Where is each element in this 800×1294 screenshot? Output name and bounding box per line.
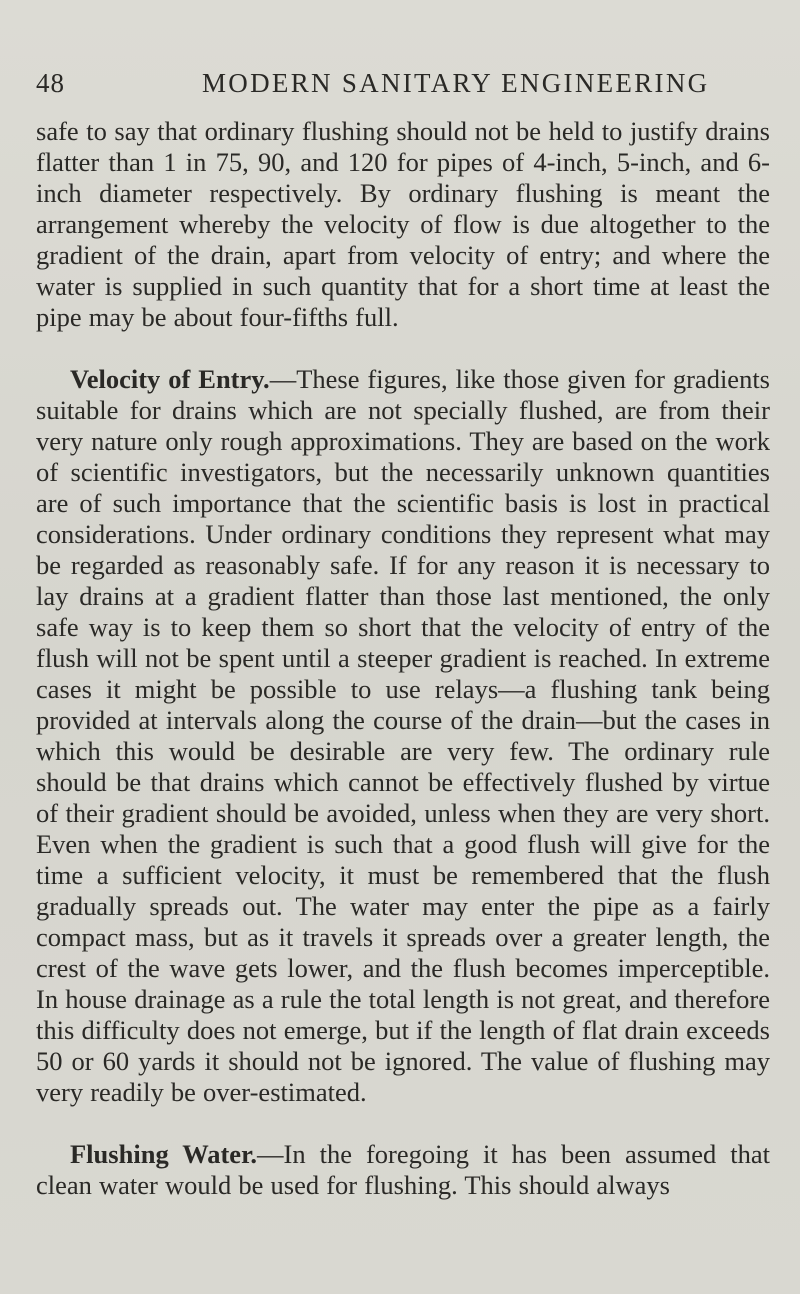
body-text [36,116,770,1201]
paragraph-text: —In the foregoing it has been assumed that clean water would be used for flushing. This should always [36,1139,770,1200]
section-heading-velocity-of-entry: Velocity of Entry. [70,364,270,394]
section-heading-flushing-water: Flushing Water. [70,1139,258,1169]
page-number: 48 [36,68,65,98]
running-title: MODERN SANITARY ENGINEERING [202,68,710,98]
paragraph-flushing-gradients [36,116,770,333]
paragraph-velocity-of-entry [36,364,770,1108]
paragraph-text: —These figures, like those given for gradients suitable for drains which are not specially flushed, are from their very nature only rough approximations. They are based on the work of scientific investigators, but the necessarily unknown quantities are of such importance that the scientific basis is lost in practical considerations. Under ordinary conditions they represent what may be regarded as reasonably safe. If for any reason it is necessary to lay drains at a gradient flatter than those last mentioned, the only safe way is to keep them so short that the velocity of entry of the flush will not be spent until a steeper gradient is reached. In extreme cases it might be possible to use relays—a flushing tank being provided at intervals along the course of the drain—but the cases in which this would be desirable are very few. The ordinary rule should be that drains which cannot be effectively flushed by virtue of their gradient should be avoided, unless when they are very short. Even when the gradient is such that a good flush will give for the time a sufficient velocity, it must be remembered that the flush gradually spreads out. The water may enter the pipe as a fairly compact mass, but as it travels it spreads over a greater length, the crest of the wave gets lower, and the flush becomes imperceptible. In house drainage as a rule the total length is not great, and therefore this difficulty does not emerge, but if the length of flat drain exceeds 50 or 60 yards it should not be ignored. The value of flushing may very readily be over-estimated. [36,364,770,1107]
page-header [36,68,740,108]
paragraph-text: safe to say that ordinary flushing should not be held to justify drains flatter than 1 in 75, 90, and 120 for pipes of 4-inch, 5-inch, and 6-inch diameter respectively. By ordinary flushing is meant the arrangement whereby the velocity of flow is due altogether to the gradient of the drain, apart from velocity of entry; and where the water is supplied in such quantity that for a short time at least the pipe may be about four-fifths full. [36,116,770,332]
paragraph-flushing-water [36,1139,770,1201]
